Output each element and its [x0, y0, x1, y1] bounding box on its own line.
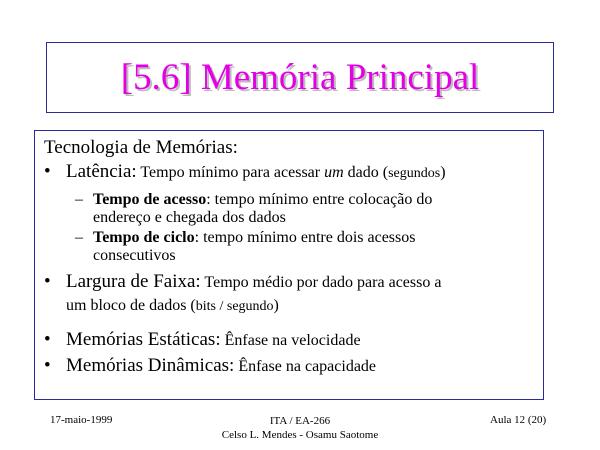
sub-bullet-tempo-ciclo: [75, 228, 415, 247]
footer-center: [200, 414, 400, 442]
bullet-memorias-dinamicas: [44, 355, 376, 377]
sub-bullet-tempo-acesso: [75, 190, 432, 209]
bullet-term: Memórias Dinâmicas:: [66, 355, 235, 376]
bullet-text: Tempo mínimo para acessar: [136, 164, 325, 181]
bullet-cont-text: um bloco de dados (: [66, 297, 196, 314]
footer-authors: Celso L. Mendes - Osamu Saotome: [221, 429, 379, 441]
footer-lesson: Aula 12 (20): [490, 414, 547, 426]
sub-text: : tempo mínimo entre colocação do: [206, 191, 433, 208]
sub-dash: –: [75, 229, 83, 246]
bullet-unit: segundos: [388, 166, 441, 181]
bullet-memorias-estaticas: [44, 329, 361, 351]
footer-course: ITA / EA-266: [269, 415, 331, 427]
sub-term: Tempo de acesso: [93, 191, 207, 208]
title-box: [46, 42, 554, 113]
bullet-term: Latência:: [66, 161, 137, 182]
sub-bullet-continuation: consecutivos: [93, 247, 176, 264]
bullet-term: Largura de Faixa:: [66, 271, 201, 292]
bullet-term: Memórias Estáticas:: [66, 329, 221, 350]
footer-date: 17-maio-1999: [50, 414, 113, 426]
bullet-unit: bits / segundo: [195, 299, 274, 314]
bullet-dot: •: [44, 329, 51, 350]
sub-text: : tempo mínimo entre dois acessos: [194, 229, 416, 246]
section-heading: Tecnologia de Memórias:: [44, 137, 238, 158]
bullet-largura-faixa: [44, 271, 441, 293]
content-box: [34, 130, 544, 400]
bullet-text: Tempo médio por dado para acesso a: [200, 274, 442, 291]
bullet-italic: um: [324, 164, 344, 181]
sub-term: Tempo de ciclo: [93, 229, 195, 246]
bullet-close: ): [273, 297, 279, 314]
bullet-dot: •: [44, 271, 51, 292]
bullet-dot: •: [44, 161, 51, 182]
bullet-text-2: dado (: [343, 164, 389, 181]
bullet-text: Ênfase na capacidade: [234, 358, 377, 375]
bullet-text: Ênfase na velocidade: [220, 332, 361, 349]
bullet-latencia: [44, 161, 446, 183]
sub-dash: –: [75, 191, 83, 208]
bullet-continuation: [66, 297, 279, 315]
bullet-close: ): [440, 164, 446, 181]
bullet-dot: •: [44, 355, 51, 376]
slide-title: [5.6] Memória Principal: [120, 57, 480, 98]
sub-bullet-continuation: endereço e chegada dos dados: [93, 209, 286, 226]
